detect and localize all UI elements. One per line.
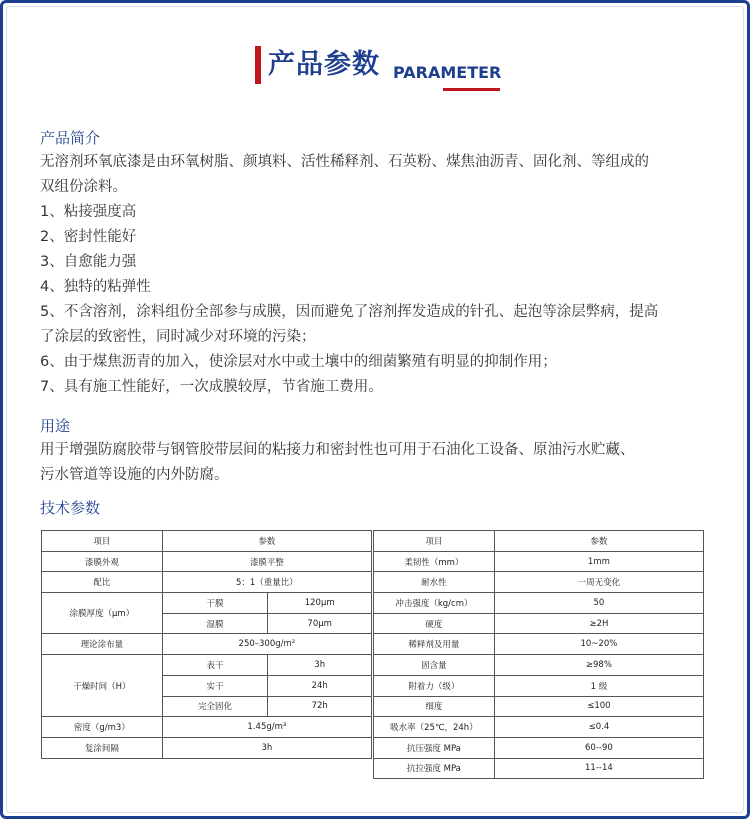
table-cell: 120μm — [268, 593, 372, 614]
table-row — [42, 717, 372, 738]
intro-heading: 产品简介 — [40, 129, 101, 147]
table-header-row — [42, 531, 372, 552]
table-cell: 涂膜厚度（μm） — [42, 593, 163, 634]
table-cell: 配比 — [42, 572, 163, 593]
table-header-cell: 项目 — [42, 531, 163, 552]
header-title: 产品参数 — [268, 49, 380, 80]
table-cell: 3h — [268, 655, 372, 676]
tech-table-right — [373, 530, 704, 779]
table-cell: 50 — [494, 593, 703, 614]
intro-line: 5、不含溶剂，涂料组份全部参与成膜，因而避免了溶剂挥发造成的针孔、起泡等涂层弊病，提高 — [40, 304, 659, 320]
intro-line: 7、具有施工性能好，一次成膜较厚，节省施工费用。 — [40, 379, 383, 395]
table-cell: 固含量 — [374, 655, 495, 676]
table-cell: 72h — [268, 696, 372, 717]
table-cell: 10~20% — [494, 634, 703, 655]
usage-line: 用于增强防腐胶带与钢管胶带层间的粘接力和密封性也可用于石油化工设备、原油污水贮藏、 — [40, 442, 635, 458]
table-cell: 干膜 — [162, 593, 268, 614]
table-row — [42, 572, 372, 593]
table-cell: 60--90 — [494, 737, 703, 758]
tech-table-left — [41, 530, 372, 759]
table-cell: 一周无变化 — [494, 572, 703, 593]
intro-line: 无溶剂环氧底漆是由环氧树脂、颜填料、活性稀释剂、石英粉、煤焦油沥青、固化剂、等组成的 — [40, 154, 649, 170]
tech-heading: 技术参数 — [40, 499, 101, 517]
header-underline — [443, 88, 500, 91]
table-cell: 湿膜 — [162, 613, 268, 634]
table-cell: 抗压强度 MPa — [374, 737, 495, 758]
table-row — [42, 634, 372, 655]
table-cell: 附着力（级） — [374, 675, 495, 696]
table-cell: 复涂间隔 — [42, 737, 163, 758]
header-subtitle: PARAMETER — [393, 63, 502, 82]
intro-line: 双组份涂料。 — [40, 179, 127, 195]
table-cell: ≥2H — [494, 613, 703, 634]
table-cell: 硬度 — [374, 613, 495, 634]
table-cell: 细度 — [374, 696, 495, 717]
table-cell: 稀释剂及用量 — [374, 634, 495, 655]
table-row — [374, 572, 704, 593]
table-row — [374, 655, 704, 676]
intro-text — [40, 150, 722, 400]
table-header-cell: 参数 — [494, 531, 703, 552]
table-cell: ≤100 — [494, 696, 703, 717]
table-cell: 3h — [162, 737, 371, 758]
table-row — [374, 717, 704, 738]
table-cell: 11--14 — [494, 758, 703, 779]
table-row — [374, 675, 704, 696]
table-cell: 干燥时间（H） — [42, 655, 163, 717]
section-header — [0, 42, 750, 102]
table-cell: 柔韧性（mm） — [374, 551, 495, 572]
intro-line: 6、由于煤焦沥青的加入，使涂层对水中或土壤中的细菌繁殖有明显的抑制作用； — [40, 354, 557, 370]
table-cell: 抗拉强度 MPa — [374, 758, 495, 779]
table-cell: 漆膜平整 — [162, 551, 371, 572]
intro-line: 3、自愈能力强 — [40, 254, 137, 270]
table-header-row — [374, 531, 704, 552]
intro-line: 4、独特的粘弹性 — [40, 279, 151, 295]
table-row — [374, 758, 704, 779]
table-row — [42, 737, 372, 758]
table-row — [374, 737, 704, 758]
table-cell: 完全固化 — [162, 696, 268, 717]
table-header-cell: 参数 — [162, 531, 371, 552]
table-cell: 耐水性 — [374, 572, 495, 593]
table-cell: 1 级 — [494, 675, 703, 696]
table-cell: 70μm — [268, 613, 372, 634]
table-row — [42, 551, 372, 572]
header-accent-bar — [255, 46, 261, 84]
table-cell: 表干 — [162, 655, 268, 676]
table-cell: 24h — [268, 675, 372, 696]
table-cell: 密度（g/m3） — [42, 717, 163, 738]
table-cell: 理论涂布量 — [42, 634, 163, 655]
table-row — [42, 655, 372, 676]
table-header-cell: 项目 — [374, 531, 495, 552]
table-row — [42, 593, 372, 614]
usage-line: 污水管道等设施的内外防腐。 — [40, 467, 229, 483]
usage-text — [40, 438, 722, 488]
table-row — [374, 593, 704, 614]
table-cell: 250–300g/m² — [162, 634, 371, 655]
table-cell: 1.45g/m³ — [162, 717, 371, 738]
intro-line: 2、密封性能好 — [40, 229, 137, 245]
table-cell: 实干 — [162, 675, 268, 696]
table-row — [374, 696, 704, 717]
table-cell: 5：1（重量比） — [162, 572, 371, 593]
table-cell: 1mm — [494, 551, 703, 572]
table-cell: 冲击强度（kg/cm） — [374, 593, 495, 614]
table-cell: 漆膜外观 — [42, 551, 163, 572]
table-row — [374, 613, 704, 634]
table-row — [374, 551, 704, 572]
table-row — [374, 634, 704, 655]
table-cell: ≤0.4 — [494, 717, 703, 738]
table-cell: ≥98% — [494, 655, 703, 676]
intro-line: 1、粘接强度高 — [40, 204, 137, 220]
usage-heading: 用途 — [40, 417, 71, 435]
table-cell: 吸水率（25℃，24h） — [374, 717, 495, 738]
intro-line: 了涂层的致密性，同时减少对环境的污染； — [40, 329, 316, 345]
